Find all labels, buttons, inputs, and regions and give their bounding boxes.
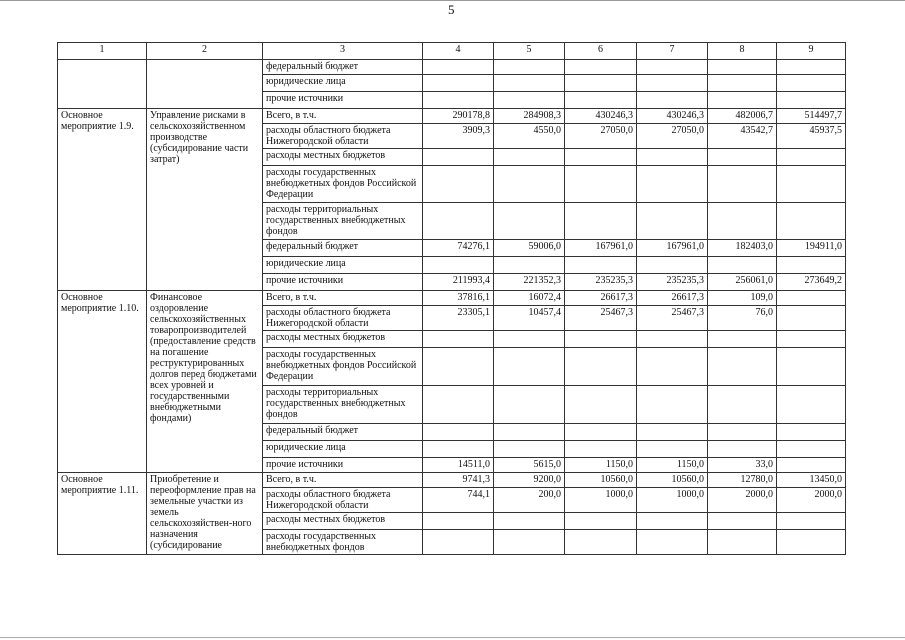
amount-cell: 12780,0 [708,473,777,488]
amount-cell: 9741,3 [423,473,494,488]
amount-cell: 284908,3 [494,109,565,124]
amount-cell [777,530,846,555]
amount-cell [637,203,708,240]
amount-cell: 37816,1 [423,291,494,306]
funding-source: прочие источники [263,458,423,473]
amount-cell [565,92,637,109]
amount-cell: 4550,0 [494,124,565,149]
amount-cell [494,331,565,348]
amount-cell [565,530,637,555]
scan-bottom-rule [0,637,905,638]
amount-cell [494,530,565,555]
amount-cell [423,203,494,240]
table-row [58,291,846,306]
table-body [58,60,846,555]
amount-cell: 482006,7 [708,109,777,124]
amount-cell: 26617,3 [565,291,637,306]
funding-source: расходы местных бюджетов [263,331,423,348]
funding-source: федеральный бюджет [263,240,423,257]
funding-source: Всего, в т.ч. [263,109,423,124]
amount-cell [423,386,494,424]
funding-source: Всего, в т.ч. [263,291,423,306]
amount-cell [708,75,777,92]
funding-source: расходы местных бюджетов [263,149,423,166]
amount-cell [708,257,777,274]
amount-cell [637,348,708,386]
amount-cell: 10457,4 [494,306,565,331]
amount-cell: 1000,0 [565,488,637,513]
amount-cell [423,92,494,109]
funding-source: расходы областного бюджета Нижегородской области [263,488,423,513]
amount-cell [565,513,637,530]
funding-source: расходы территориальных государственных внебюджетных фондов [263,203,423,240]
amount-cell [637,257,708,274]
amount-cell [637,60,708,75]
amount-cell [777,75,846,92]
event-name: Приобретение и переоформление прав на земельные участки из земель сельскохозяйствен-ного назначения (субсидирование [147,473,263,555]
amount-cell [565,203,637,240]
column-number-row [58,43,846,60]
amount-cell [708,331,777,348]
amount-cell: 430246,3 [565,109,637,124]
funding-source: прочие источники [263,92,423,109]
amount-cell [494,149,565,166]
amount-cell: 5615,0 [494,458,565,473]
scan-top-rule [0,0,905,1]
amount-cell [777,166,846,203]
column-header: 5 [494,43,565,60]
amount-cell [494,75,565,92]
amount-cell: 10560,0 [637,473,708,488]
funding-source: Всего, в т.ч. [263,473,423,488]
amount-cell [565,331,637,348]
amount-cell [777,60,846,75]
amount-cell [777,386,846,424]
amount-cell: 74276,1 [423,240,494,257]
event-label: Основное мероприятие 1.10. [58,291,147,473]
amount-cell [423,424,494,441]
amount-cell [494,424,565,441]
funding-source: прочие источники [263,274,423,291]
amount-cell [565,75,637,92]
amount-cell: 13450,0 [777,473,846,488]
amount-cell [565,386,637,424]
amount-cell [708,149,777,166]
funding-source: федеральный бюджет [263,60,423,75]
amount-cell: 200,0 [494,488,565,513]
amount-cell [494,513,565,530]
amount-cell [637,75,708,92]
amount-cell [708,92,777,109]
amount-cell [494,166,565,203]
amount-cell [423,60,494,75]
column-header: 4 [423,43,494,60]
amount-cell: 221352,3 [494,274,565,291]
amount-cell [637,530,708,555]
amount-cell [637,513,708,530]
amount-cell: 33,0 [708,458,777,473]
amount-cell [777,257,846,274]
amount-cell: 27050,0 [565,124,637,149]
amount-cell [637,331,708,348]
amount-cell: 26617,3 [637,291,708,306]
amount-cell: 2000,0 [708,488,777,513]
amount-cell: 76,0 [708,306,777,331]
amount-cell: 1000,0 [637,488,708,513]
amount-cell [423,441,494,458]
amount-cell [423,166,494,203]
amount-cell [423,530,494,555]
event-cell-empty [58,60,147,109]
event-label: Основное мероприятие 1.11. [58,473,147,555]
amount-cell: 167961,0 [565,240,637,257]
amount-cell [565,424,637,441]
name-cell-empty [147,60,263,109]
funding-source: расходы государственных внебюджетных фондов Российской Федерации [263,348,423,386]
column-header: 7 [637,43,708,60]
amount-cell: 25467,3 [637,306,708,331]
funding-source: расходы государственных внебюджетных фондов Российской Федерации [263,166,423,203]
table-row [58,109,846,124]
funding-source: расходы территориальных государственных внебюджетных фондов [263,386,423,424]
amount-cell: 2000,0 [777,488,846,513]
page-number: 5 [448,2,455,17]
amount-cell [708,513,777,530]
amount-cell [423,149,494,166]
amount-cell: 167961,0 [637,240,708,257]
amount-cell [777,348,846,386]
amount-cell [423,75,494,92]
amount-cell: 3909,3 [423,124,494,149]
amount-cell [777,92,846,109]
amount-cell [777,458,846,473]
amount-cell: 109,0 [708,291,777,306]
amount-cell [708,60,777,75]
amount-cell [565,60,637,75]
amount-cell: 59006,0 [494,240,565,257]
amount-cell: 25467,3 [565,306,637,331]
amount-cell [494,203,565,240]
event-name: Управление рисками в сельскохозяйственном производстве (субсидирование части затрат) [147,109,263,291]
table-row [58,473,846,488]
funding-source: расходы областного бюджета Нижегородской области [263,306,423,331]
amount-cell: 10560,0 [565,473,637,488]
amount-cell [777,513,846,530]
column-header: 9 [777,43,846,60]
amount-cell: 514497,7 [777,109,846,124]
column-header: 2 [147,43,263,60]
amount-cell [777,291,846,306]
budget-table [57,42,846,555]
amount-cell: 235235,3 [637,274,708,291]
amount-cell [708,386,777,424]
amount-cell [494,348,565,386]
amount-cell [708,166,777,203]
amount-cell [708,530,777,555]
amount-cell [423,331,494,348]
column-header: 8 [708,43,777,60]
amount-cell [708,203,777,240]
amount-cell: 16072,4 [494,291,565,306]
amount-cell [708,348,777,386]
amount-cell [777,441,846,458]
amount-cell: 430246,3 [637,109,708,124]
amount-cell [637,424,708,441]
amount-cell [637,166,708,203]
column-header: 6 [565,43,637,60]
funding-source: расходы местных бюджетов [263,513,423,530]
amount-cell [777,306,846,331]
amount-cell: 211993,4 [423,274,494,291]
amount-cell [777,424,846,441]
amount-cell [708,441,777,458]
amount-cell [494,60,565,75]
amount-cell [777,149,846,166]
amount-cell [637,149,708,166]
amount-cell: 43542,7 [708,124,777,149]
amount-cell [565,149,637,166]
amount-cell [637,441,708,458]
amount-cell [494,92,565,109]
amount-cell [494,257,565,274]
amount-cell [423,348,494,386]
amount-cell: 9200,0 [494,473,565,488]
amount-cell: 235235,3 [565,274,637,291]
funding-source: юридические лица [263,75,423,92]
amount-cell [565,257,637,274]
amount-cell: 194911,0 [777,240,846,257]
amount-cell [777,331,846,348]
amount-cell: 290178,8 [423,109,494,124]
amount-cell [637,386,708,424]
amount-cell: 1150,0 [637,458,708,473]
amount-cell: 256061,0 [708,274,777,291]
amount-cell: 27050,0 [637,124,708,149]
amount-cell: 744,1 [423,488,494,513]
amount-cell: 14511,0 [423,458,494,473]
funding-source: федеральный бюджет [263,424,423,441]
amount-cell: 45937,5 [777,124,846,149]
amount-cell [637,92,708,109]
amount-cell [565,441,637,458]
amount-cell [708,424,777,441]
column-header: 1 [58,43,147,60]
amount-cell: 23305,1 [423,306,494,331]
amount-cell: 273649,2 [777,274,846,291]
amount-cell [423,513,494,530]
amount-cell [494,386,565,424]
funding-source: расходы государственных внебюджетных фондов [263,530,423,555]
amount-cell: 1150,0 [565,458,637,473]
amount-cell [565,348,637,386]
event-name: Финансовое оздоровление сельскохозяйственных товаропроизводителей (предоставление средств на погашение реструктурированных долгов перед бюджетами всех уровней и государственными внебюджетными фондами) [147,291,263,473]
funding-source: юридические лица [263,257,423,274]
amount-cell [565,166,637,203]
amount-cell: 182403,0 [708,240,777,257]
table-row [58,60,846,75]
amount-cell [494,441,565,458]
column-header: 3 [263,43,423,60]
funding-source: расходы областного бюджета Нижегородской области [263,124,423,149]
event-label: Основное мероприятие 1.9. [58,109,147,291]
funding-source: юридические лица [263,441,423,458]
amount-cell [777,203,846,240]
amount-cell [423,257,494,274]
